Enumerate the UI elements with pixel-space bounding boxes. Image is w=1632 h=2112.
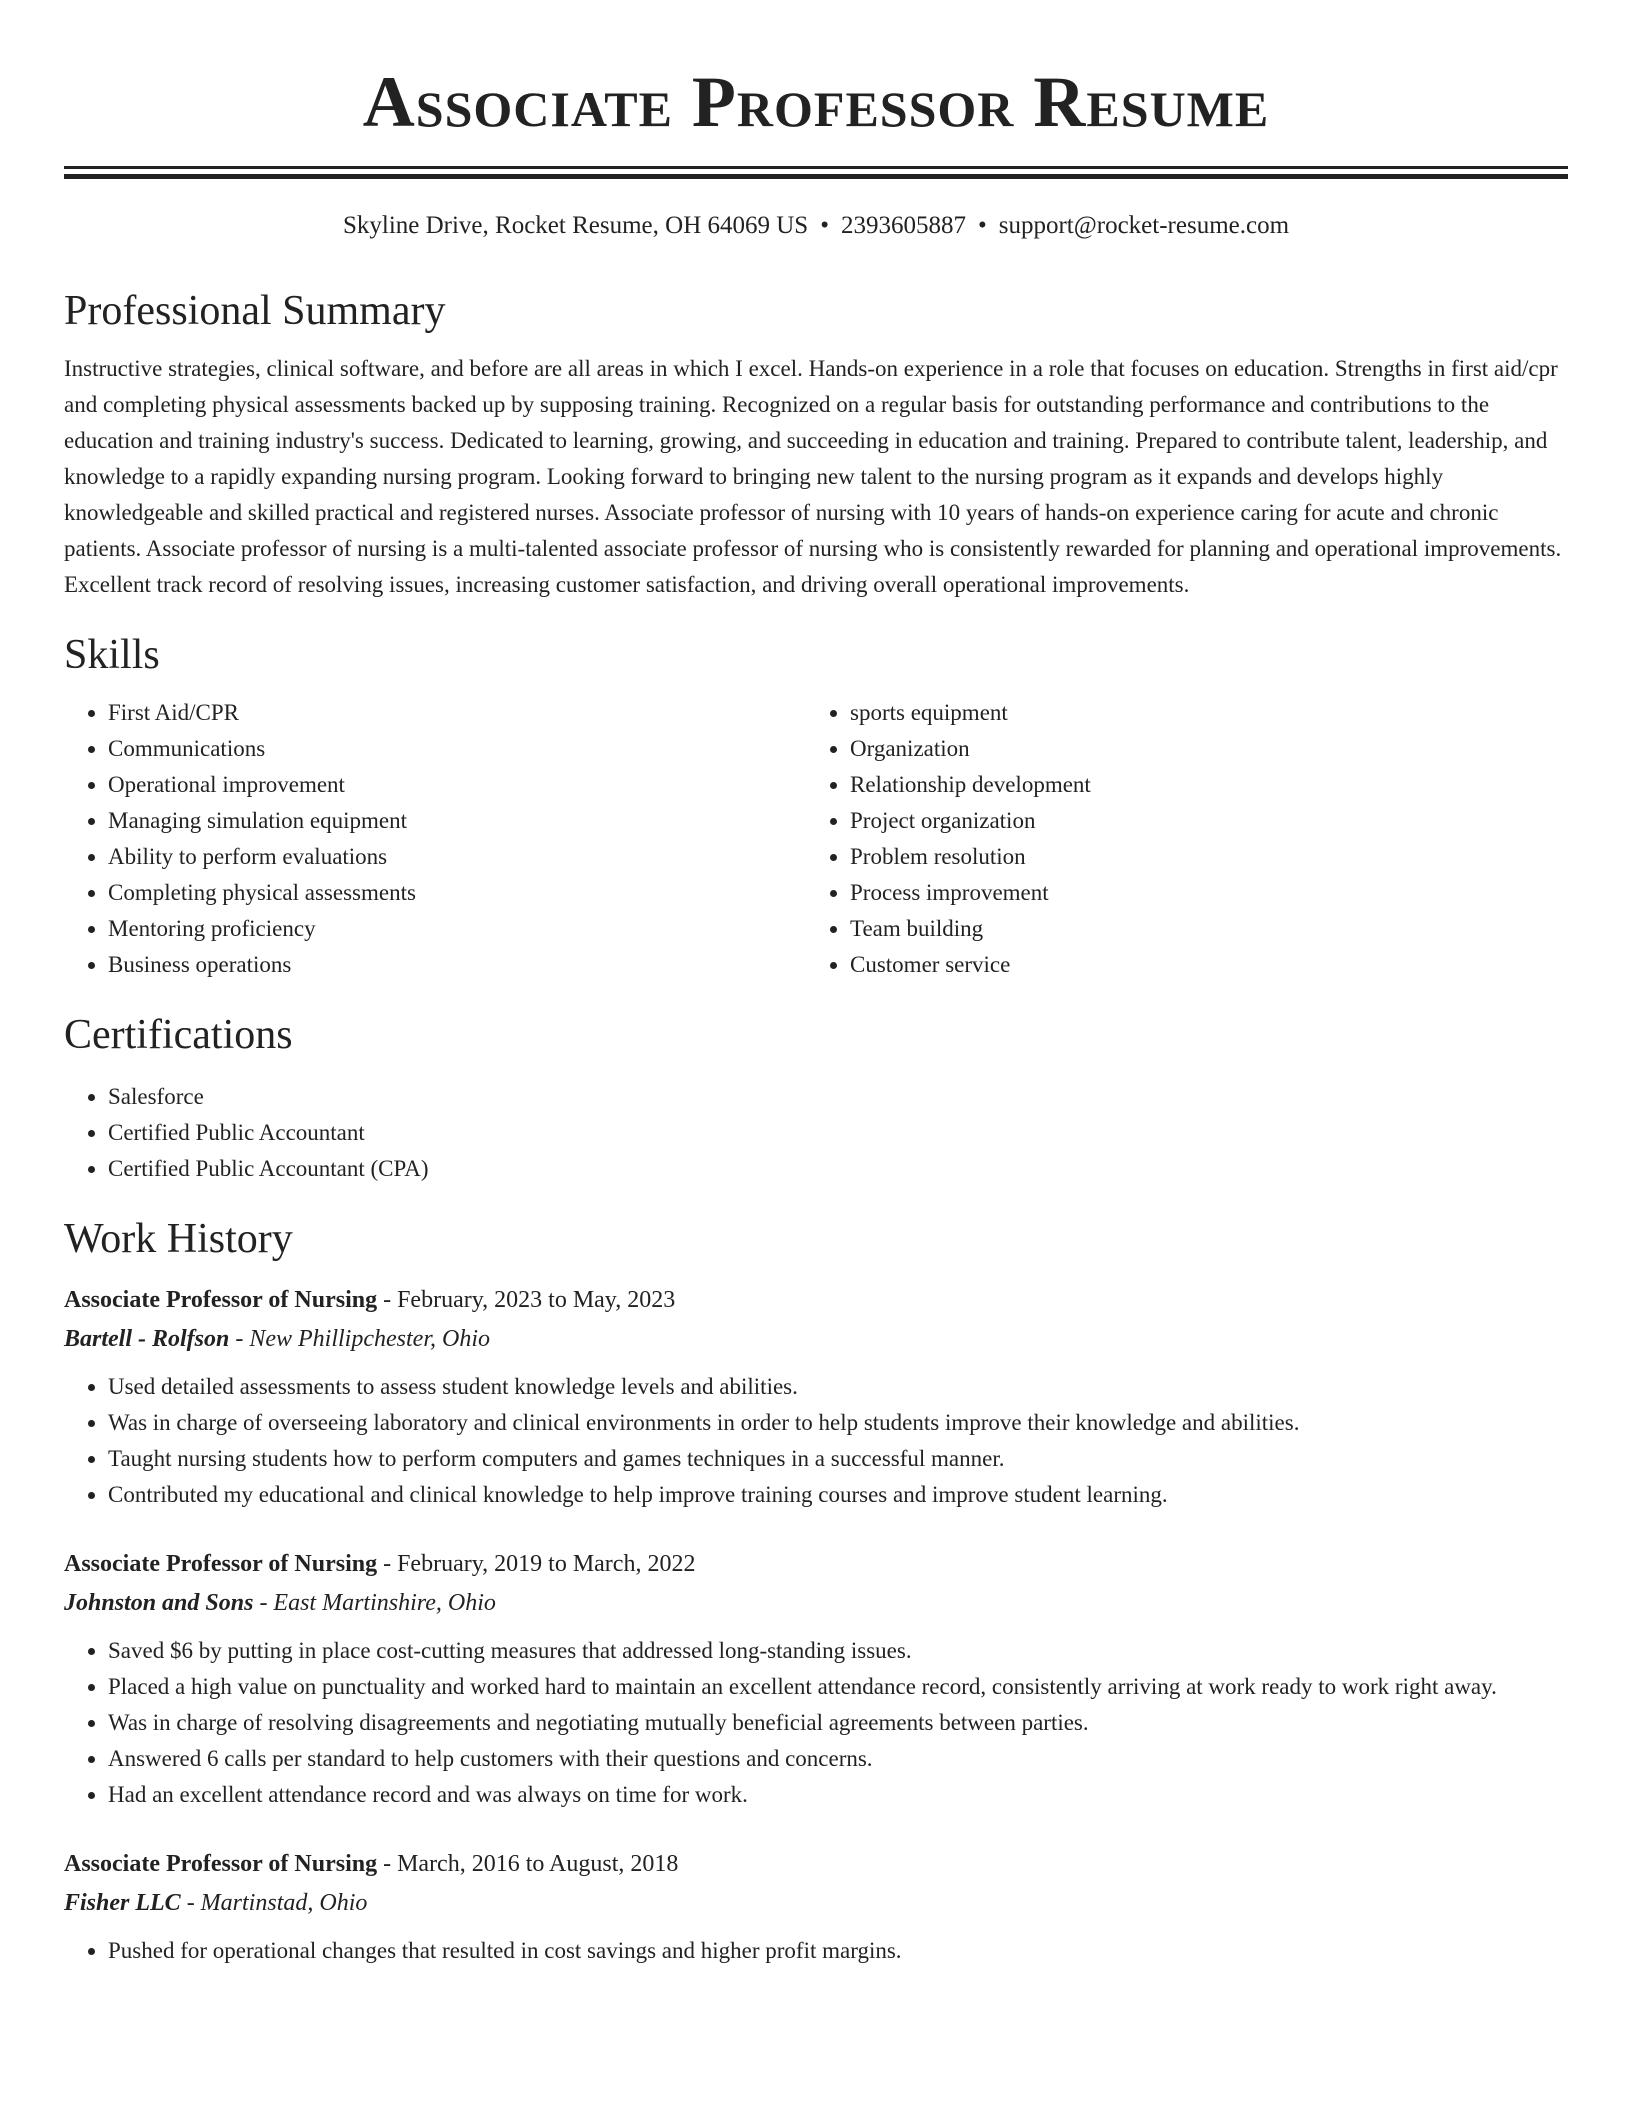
skill-item: • Problem resolution bbox=[850, 839, 1548, 875]
job-dates: - February, 2023 to May, 2023 bbox=[383, 1287, 676, 1313]
resume-page bbox=[64, 0, 1568, 1969]
job-duty-item: • Was in charge of resolving disagreements and negotiating mutually beneficial agreements between parties. bbox=[108, 1705, 1568, 1741]
contact-separator: • bbox=[977, 212, 987, 239]
job-duties-list bbox=[64, 1633, 1568, 1813]
job-company-line bbox=[64, 1583, 1568, 1623]
page-title: Associate Professor Resume bbox=[362, 62, 1270, 142]
contact-phone: 2393605887 bbox=[840, 212, 966, 239]
job-duty-item: • Was in charge of overseeing laboratory and clinical environments in order to help students improve their knowledge and abilities. bbox=[108, 1405, 1568, 1441]
job-duty-item: • Taught nursing students how to perform computers and games techniques in a successful manner. bbox=[108, 1441, 1568, 1477]
job-entry bbox=[64, 1845, 1568, 1969]
skill-item: • Mentoring proficiency bbox=[108, 911, 806, 947]
certification-item: • Salesforce bbox=[108, 1079, 1568, 1115]
job-dates: - February, 2019 to March, 2022 bbox=[383, 1551, 696, 1577]
skill-item: • First Aid/CPR bbox=[108, 695, 806, 731]
contact-email: support@rocket-resume.com bbox=[998, 212, 1290, 239]
job-duty-item: • Used detailed assessments to assess student knowledge levels and abilities. bbox=[108, 1369, 1568, 1405]
skills-column-right bbox=[806, 695, 1548, 983]
job-entry bbox=[64, 1545, 1568, 1813]
job-duty-item: • Placed a high value on punctuality and worked hard to maintain an excellent attendance record, consistently arriving at work ready to work right away. bbox=[108, 1669, 1568, 1705]
work-history-heading: Work History bbox=[64, 1216, 293, 1262]
skills-list-left bbox=[64, 695, 806, 983]
skills-column-left bbox=[64, 695, 806, 983]
certification-item: • Certified Public Accountant bbox=[108, 1115, 1568, 1151]
skill-item: • Relationship development bbox=[850, 767, 1548, 803]
certifications-heading: Certifications bbox=[64, 1012, 293, 1058]
job-location: - New Phillipchester, Ohio bbox=[235, 1326, 490, 1352]
skill-item: • Managing simulation equipment bbox=[108, 803, 806, 839]
skill-item: • Customer service bbox=[850, 947, 1548, 983]
skill-item: • Team building bbox=[850, 911, 1548, 947]
contact-address: Skyline Drive, Rocket Resume, OH 64069 US bbox=[342, 212, 809, 239]
skill-item: • Organization bbox=[850, 731, 1548, 767]
job-company: Johnston and Sons bbox=[64, 1590, 254, 1616]
job-duty-item: • Contributed my educational and clinical knowledge to help improve training courses and improve student learning. bbox=[108, 1477, 1568, 1513]
job-role: Associate Professor of Nursing bbox=[64, 1851, 378, 1877]
contact-line bbox=[64, 211, 1568, 241]
job-role: Associate Professor of Nursing bbox=[64, 1551, 378, 1577]
job-dates: - March, 2016 to August, 2018 bbox=[383, 1851, 679, 1877]
job-title-line bbox=[64, 1845, 1568, 1883]
skills-grid bbox=[64, 695, 1568, 983]
skills-list-right bbox=[806, 695, 1548, 983]
skill-item: • Process improvement bbox=[850, 875, 1548, 911]
job-location: - Martinstad, Ohio bbox=[186, 1890, 368, 1916]
summary-heading: Professional Summary bbox=[64, 288, 446, 334]
job-duty-item: • Pushed for operational changes that resulted in cost savings and higher profit margins. bbox=[108, 1933, 1568, 1969]
job-duty-item: • Saved $6 by putting in place cost-cutting measures that addressed long-standing issues. bbox=[108, 1633, 1568, 1669]
job-location: - East Martinshire, Ohio bbox=[259, 1590, 496, 1616]
job-role: Associate Professor of Nursing bbox=[64, 1287, 378, 1313]
skill-item: • Ability to perform evaluations bbox=[108, 839, 806, 875]
skill-item: • Project organization bbox=[850, 803, 1548, 839]
job-company-line bbox=[64, 1319, 1568, 1359]
title-divider-thick bbox=[64, 174, 1568, 179]
job-entry bbox=[64, 1281, 1568, 1513]
job-duty-item: • Had an excellent attendance record and was always on time for work. bbox=[108, 1777, 1568, 1813]
skill-item: • Operational improvement bbox=[108, 767, 806, 803]
summary-text: Instructive strategies, clinical software, and before are all areas in which I excel. Hands-on experience in a role that focuses on education. Strengths in first aid/cpr and completing physical assessments backed up by supposing training. Recognized on a regular basis for outstanding performance and contributions to the education and training industry's success. Dedicated to learning, growing, and succeeding in education and training. Prepared to contribute talent, leadership, and knowledge to a rapidly expanding nursing program. Looking forward to bringing new talent to the nursing program as it expands and develops highly knowledgeable and skilled practical and registered nurses. Associate professor of nursing with 10 years of hands-on experience caring for acute and chronic patients. Associate professor of nursing is a multi-talented associate professor of nursing who is consistently rewarded for planning and operational improvements. Excellent track record of resolving issues, increasing customer satisfaction, and driving overall operational improvements. bbox=[64, 356, 1562, 597]
job-company: Bartell - Rolfson bbox=[64, 1326, 230, 1352]
skill-item: • Business operations bbox=[108, 947, 806, 983]
skill-item: • sports equipment bbox=[850, 695, 1548, 731]
skill-item: • Communications bbox=[108, 731, 806, 767]
certification-item: • Certified Public Accountant (CPA) bbox=[108, 1151, 1568, 1187]
title-divider bbox=[64, 166, 1568, 169]
job-title-line bbox=[64, 1281, 1568, 1319]
contact-separator: • bbox=[820, 212, 829, 239]
skill-item: • Completing physical assessments bbox=[108, 875, 806, 911]
job-company-line bbox=[64, 1883, 1568, 1923]
skills-heading: Skills bbox=[64, 632, 160, 678]
job-title-line bbox=[64, 1545, 1568, 1583]
job-duty-item: • Answered 6 calls per standard to help customers with their questions and concerns. bbox=[108, 1741, 1568, 1777]
job-company: Fisher LLC bbox=[64, 1890, 181, 1916]
job-duties-list bbox=[64, 1369, 1568, 1513]
job-duties-list bbox=[64, 1933, 1568, 1969]
certifications-list bbox=[64, 1079, 1568, 1187]
